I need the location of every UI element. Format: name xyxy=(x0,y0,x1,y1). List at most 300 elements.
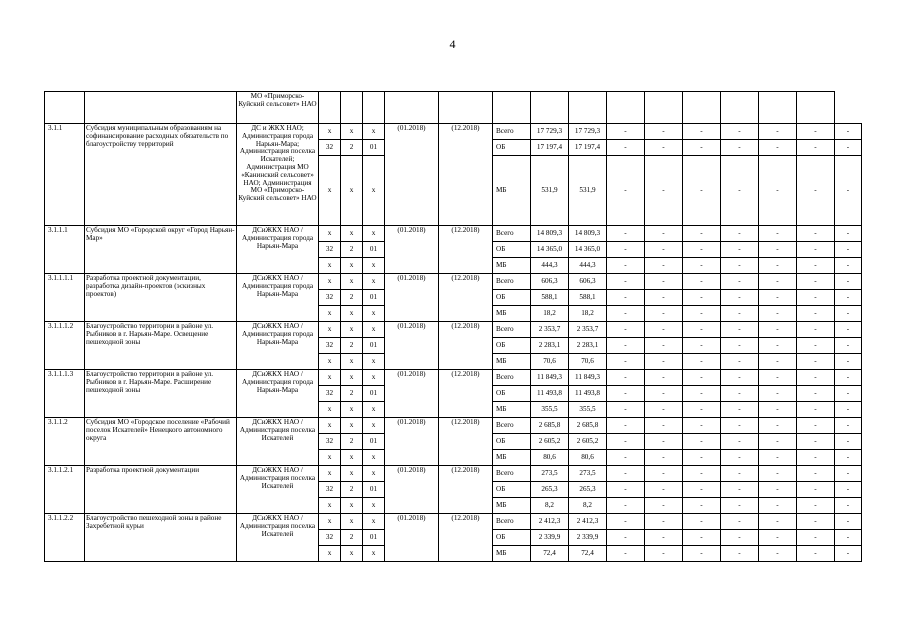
code-cell: 2 xyxy=(341,242,363,258)
empty-year-value: - xyxy=(835,386,862,402)
empty-year-value: - xyxy=(645,274,683,290)
year-value: 2 605,2 xyxy=(569,434,607,450)
empty-year-value: - xyxy=(759,530,797,546)
empty-year-value: - xyxy=(683,156,721,226)
row-org: ДС и ЖКХ НАО; Администрация города Нарьян-Мара; Администрация поселка Искателей; Администрация МО «Канинский сельсовет» НАО; Администрация МО «Приморско-Куйский сельсовет» НАО xyxy=(237,124,319,226)
total-value: 72,4 xyxy=(531,546,569,562)
code-cell: х xyxy=(363,226,385,242)
empty-year-value: - xyxy=(797,156,835,226)
empty-year-value: - xyxy=(645,514,683,530)
row-code: 3.1.1.2 xyxy=(45,418,85,466)
empty-year-value: - xyxy=(759,258,797,274)
empty-year-value: - xyxy=(797,226,835,242)
empty-year-value: - xyxy=(797,338,835,354)
empty-year-value: - xyxy=(683,258,721,274)
code-cell: 01 xyxy=(363,530,385,546)
total-value: 17 197,4 xyxy=(531,140,569,156)
code-cell: х xyxy=(341,450,363,466)
code-cell: х xyxy=(341,354,363,370)
year-value: 8,2 xyxy=(569,498,607,514)
total-value: 2 685,8 xyxy=(531,418,569,434)
empty-year-value: - xyxy=(835,290,862,306)
year-value: 14 809,3 xyxy=(569,226,607,242)
year-value: 265,3 xyxy=(569,482,607,498)
table-row xyxy=(45,274,862,290)
empty-year-value: - xyxy=(645,498,683,514)
empty-year-value: - xyxy=(759,418,797,434)
code-cell: 32 xyxy=(319,290,341,306)
code-cell: х xyxy=(363,402,385,418)
empty-year-value: - xyxy=(721,514,759,530)
year-value: 14 365,0 xyxy=(569,242,607,258)
total-value: 265,3 xyxy=(531,482,569,498)
empty-year-value: - xyxy=(607,274,645,290)
empty-year-value: - xyxy=(607,354,645,370)
code-cell: 32 xyxy=(319,386,341,402)
empty-year-value: - xyxy=(835,306,862,322)
funding-source: Всего xyxy=(493,466,531,482)
table-row-top xyxy=(45,92,862,124)
empty-year-value: - xyxy=(797,124,835,140)
empty-year-value: - xyxy=(683,274,721,290)
empty-year-value: - xyxy=(759,450,797,466)
empty-year-value: - xyxy=(645,354,683,370)
empty-year-value: - xyxy=(607,514,645,530)
funding-source: Всего xyxy=(493,274,531,290)
empty-year-value: - xyxy=(645,290,683,306)
empty-year-value: - xyxy=(607,498,645,514)
code-cell: х xyxy=(319,274,341,290)
empty-year-value: - xyxy=(835,226,862,242)
funding-source: ОБ xyxy=(493,386,531,402)
funding-source: Всего xyxy=(493,124,531,140)
empty-year-value: - xyxy=(607,418,645,434)
empty-year-value: - xyxy=(607,370,645,386)
row-org: ДСиЖКХ НАО / Администрация поселка Искателей xyxy=(237,514,319,562)
funding-source: Всего xyxy=(493,322,531,338)
empty-year-value: - xyxy=(835,354,862,370)
org-cell: МО «Приморско-Куйский сельсовет» НАО xyxy=(237,92,319,124)
code-cell: х xyxy=(341,226,363,242)
row-name: Благоустройство территории в районе ул. Рыбников в г. Нарьян-Маре. Расширение пешеходной зоны xyxy=(85,370,237,418)
code-cell: 2 xyxy=(341,290,363,306)
end-date: (12.2018) xyxy=(439,466,493,514)
code-cell: х xyxy=(363,466,385,482)
empty-year-value: - xyxy=(797,306,835,322)
start-date: (01.2018) xyxy=(385,370,439,418)
code-cell: х xyxy=(319,466,341,482)
empty-year-value: - xyxy=(683,402,721,418)
empty-year-value: - xyxy=(607,258,645,274)
empty-year-value: - xyxy=(759,290,797,306)
empty-year-value: - xyxy=(683,338,721,354)
row-org: ДСиЖКХ НАО / Администрация поселка Искателей xyxy=(237,418,319,466)
empty-year-value: - xyxy=(835,434,862,450)
empty-year-value: - xyxy=(607,466,645,482)
code-cell: х xyxy=(319,354,341,370)
page-number: 4 xyxy=(449,37,456,51)
empty-year-value: - xyxy=(607,546,645,562)
empty-year-value: - xyxy=(759,306,797,322)
empty-year-value: - xyxy=(721,156,759,226)
row-name: Субсидия муниципальным образованиям на софинансирование расходных обязательств по благоустройству территорий xyxy=(85,124,237,226)
funding-source: Всего xyxy=(493,514,531,530)
empty-year-value: - xyxy=(645,322,683,338)
empty-year-value: - xyxy=(645,338,683,354)
funding-source: Всего xyxy=(493,418,531,434)
year-value: 2 339,9 xyxy=(569,530,607,546)
row-org: ДСиЖКХ НАО / Администрация города Нарьян-Мара xyxy=(237,274,319,322)
total-value: 531,9 xyxy=(531,156,569,226)
year-value: 11 849,3 xyxy=(569,370,607,386)
code-cell: х xyxy=(341,258,363,274)
code-cell: х xyxy=(319,546,341,562)
empty-year-value: - xyxy=(721,274,759,290)
code-cell: 01 xyxy=(363,386,385,402)
year-value: 273,5 xyxy=(569,466,607,482)
table-row xyxy=(45,322,862,338)
row-org: ДСиЖКХ НАО / Администрация города Нарьян-Мара xyxy=(237,370,319,418)
total-value: 70,6 xyxy=(531,354,569,370)
empty-year-value: - xyxy=(683,418,721,434)
funding-source: Всего xyxy=(493,370,531,386)
code-cell: 2 xyxy=(341,530,363,546)
code-cell: х xyxy=(363,306,385,322)
code-cell: х xyxy=(319,402,341,418)
funding-source: ОБ xyxy=(493,290,531,306)
code-cell: х xyxy=(341,370,363,386)
empty-year-value: - xyxy=(721,354,759,370)
total-value: 444,3 xyxy=(531,258,569,274)
year-value: 72,4 xyxy=(569,546,607,562)
empty-year-value: - xyxy=(835,546,862,562)
year-value: 2 412,3 xyxy=(569,514,607,530)
code-cell: х xyxy=(341,498,363,514)
total-value: 273,5 xyxy=(531,466,569,482)
code-cell: 32 xyxy=(319,530,341,546)
empty-year-value: - xyxy=(645,402,683,418)
row-name: Благоустройство территории в районе ул. Рыбников в г. Нарьян-Маре. Освещение пешеходной зоны xyxy=(85,322,237,370)
empty-year-value: - xyxy=(759,156,797,226)
funding-source: МБ xyxy=(493,402,531,418)
end-date: (12.2018) xyxy=(439,226,493,274)
code-cell: 2 xyxy=(341,386,363,402)
code-cell: х xyxy=(363,514,385,530)
row-name: Благоустройство пешеходной зоны в районе Захребетной курьи xyxy=(85,514,237,562)
funding-source: ОБ xyxy=(493,338,531,354)
empty-year-value: - xyxy=(721,546,759,562)
total-value: 17 729,3 xyxy=(531,124,569,140)
total-value: 606,3 xyxy=(531,274,569,290)
empty-year-value: - xyxy=(759,322,797,338)
empty-year-value: - xyxy=(835,370,862,386)
total-value: 8,2 xyxy=(531,498,569,514)
code-cell: х xyxy=(363,498,385,514)
empty-year-value: - xyxy=(645,466,683,482)
code-cell: 32 xyxy=(319,434,341,450)
empty-year-value: - xyxy=(759,370,797,386)
code-cell: х xyxy=(341,418,363,434)
code-cell: 32 xyxy=(319,482,341,498)
code-cell: х xyxy=(341,322,363,338)
empty-year-value: - xyxy=(759,354,797,370)
empty-year-value: - xyxy=(683,226,721,242)
year-value: 588,1 xyxy=(569,290,607,306)
code-cell: х xyxy=(319,498,341,514)
empty-year-value: - xyxy=(607,322,645,338)
total-value: 11 493,8 xyxy=(531,386,569,402)
code-cell: х xyxy=(363,450,385,466)
empty-year-value: - xyxy=(797,370,835,386)
year-value: 531,9 xyxy=(569,156,607,226)
empty-year-value: - xyxy=(683,450,721,466)
code-cell: х xyxy=(341,274,363,290)
empty-year-value: - xyxy=(683,386,721,402)
code-cell: х xyxy=(363,258,385,274)
empty-year-value: - xyxy=(607,306,645,322)
code-cell: х xyxy=(319,258,341,274)
empty-year-value: - xyxy=(835,258,862,274)
total-value: 2 339,9 xyxy=(531,530,569,546)
empty-year-value: - xyxy=(835,140,862,156)
empty-year-value: - xyxy=(759,402,797,418)
funding-source: ОБ xyxy=(493,140,531,156)
empty-year-value: - xyxy=(645,418,683,434)
empty-year-value: - xyxy=(607,124,645,140)
empty-year-value: - xyxy=(797,418,835,434)
empty-year-value: - xyxy=(835,466,862,482)
empty-year-value: - xyxy=(683,434,721,450)
funding-source: МБ xyxy=(493,498,531,514)
funding-source: МБ xyxy=(493,546,531,562)
empty-year-value: - xyxy=(797,258,835,274)
empty-year-value: - xyxy=(797,546,835,562)
code-cell: х xyxy=(319,514,341,530)
code-cell: х xyxy=(319,370,341,386)
year-value: 2 685,8 xyxy=(569,418,607,434)
empty-year-value: - xyxy=(797,530,835,546)
empty-year-value: - xyxy=(759,242,797,258)
code-cell: 2 xyxy=(341,434,363,450)
empty-year-value: - xyxy=(607,482,645,498)
code-cell: 32 xyxy=(319,140,341,156)
empty-year-value: - xyxy=(721,386,759,402)
code-cell: х xyxy=(363,354,385,370)
empty-year-value: - xyxy=(835,450,862,466)
empty-year-value: - xyxy=(721,290,759,306)
end-date: (12.2018) xyxy=(439,124,493,226)
empty-year-value: - xyxy=(721,338,759,354)
empty-year-value: - xyxy=(721,498,759,514)
code-cell: х xyxy=(341,466,363,482)
code-cell: х xyxy=(319,226,341,242)
row-org: ДСиЖКХ НАО / Администрация города Нарьян-Мара xyxy=(237,322,319,370)
total-value: 588,1 xyxy=(531,290,569,306)
empty-year-value: - xyxy=(721,530,759,546)
end-date: (12.2018) xyxy=(439,418,493,466)
code-cell: х xyxy=(341,156,363,226)
empty-year-value: - xyxy=(835,242,862,258)
empty-year-value: - xyxy=(683,498,721,514)
start-date: (01.2018) xyxy=(385,418,439,466)
empty-year-value: - xyxy=(721,434,759,450)
empty-year-value: - xyxy=(759,482,797,498)
empty-year-value: - xyxy=(797,322,835,338)
code-cell: х xyxy=(363,124,385,140)
start-date: (01.2018) xyxy=(385,124,439,226)
empty-year-value: - xyxy=(607,450,645,466)
empty-year-value: - xyxy=(797,386,835,402)
empty-year-value: - xyxy=(683,140,721,156)
end-date: (12.2018) xyxy=(439,514,493,562)
empty-year-value: - xyxy=(645,386,683,402)
empty-year-value: - xyxy=(645,258,683,274)
code-cell: 2 xyxy=(341,482,363,498)
code-cell: 01 xyxy=(363,290,385,306)
code-cell: х xyxy=(363,546,385,562)
empty-year-value: - xyxy=(721,402,759,418)
start-date: (01.2018) xyxy=(385,514,439,562)
empty-year-value: - xyxy=(797,498,835,514)
year-value: 80,6 xyxy=(569,450,607,466)
empty-year-value: - xyxy=(645,156,683,226)
empty-year-value: - xyxy=(835,418,862,434)
row-name: Субсидия МО «Городское поселение «Рабочий поселок Искателей» Ненецкого автономного округа xyxy=(85,418,237,466)
code-cell: 32 xyxy=(319,338,341,354)
table-row xyxy=(45,418,862,434)
total-value: 355,5 xyxy=(531,402,569,418)
code-cell: х xyxy=(319,306,341,322)
code-cell: х xyxy=(319,450,341,466)
code-cell: х xyxy=(341,402,363,418)
budget-table xyxy=(44,91,862,562)
row-code: 3.1.1.2.2 xyxy=(45,514,85,562)
empty-year-value: - xyxy=(683,482,721,498)
table-row xyxy=(45,466,862,482)
empty-year-value: - xyxy=(759,434,797,450)
total-value: 2 605,2 xyxy=(531,434,569,450)
year-value: 2 283,1 xyxy=(569,338,607,354)
funding-source: ОБ xyxy=(493,434,531,450)
empty-year-value: - xyxy=(645,242,683,258)
empty-year-value: - xyxy=(645,450,683,466)
code-cell: х xyxy=(363,418,385,434)
start-date: (01.2018) xyxy=(385,322,439,370)
empty-year-value: - xyxy=(721,306,759,322)
funding-source: ОБ xyxy=(493,482,531,498)
empty-year-value: - xyxy=(607,226,645,242)
funding-source: МБ xyxy=(493,306,531,322)
funding-source: ОБ xyxy=(493,242,531,258)
empty-year-value: - xyxy=(797,450,835,466)
funding-source: Всего xyxy=(493,226,531,242)
empty-year-value: - xyxy=(607,140,645,156)
empty-year-value: - xyxy=(683,290,721,306)
total-value: 14 809,3 xyxy=(531,226,569,242)
empty-year-value: - xyxy=(759,498,797,514)
row-name: Разработка проектной документации xyxy=(85,466,237,514)
funding-source: МБ xyxy=(493,450,531,466)
empty-year-value: - xyxy=(721,466,759,482)
empty-year-value: - xyxy=(835,156,862,226)
code-cell: х xyxy=(363,322,385,338)
year-value: 2 353,7 xyxy=(569,322,607,338)
end-date: (12.2018) xyxy=(439,322,493,370)
row-code: 3.1.1.1.2 xyxy=(45,322,85,370)
empty-year-value: - xyxy=(645,124,683,140)
code-cell: х xyxy=(319,418,341,434)
table-row xyxy=(45,226,862,242)
empty-year-value: - xyxy=(721,140,759,156)
empty-year-value: - xyxy=(797,402,835,418)
funding-source: МБ xyxy=(493,258,531,274)
year-value: 444,3 xyxy=(569,258,607,274)
table-row xyxy=(45,514,862,530)
empty-year-value: - xyxy=(721,124,759,140)
empty-year-value: - xyxy=(759,140,797,156)
empty-year-value: - xyxy=(683,306,721,322)
end-date: (12.2018) xyxy=(439,370,493,418)
empty-year-value: - xyxy=(759,546,797,562)
empty-year-value: - xyxy=(835,322,862,338)
empty-year-value: - xyxy=(683,354,721,370)
year-value: 606,3 xyxy=(569,274,607,290)
empty-year-value: - xyxy=(645,482,683,498)
year-value: 17 729,3 xyxy=(569,124,607,140)
empty-year-value: - xyxy=(797,514,835,530)
total-value: 11 849,3 xyxy=(531,370,569,386)
start-date: (01.2018) xyxy=(385,226,439,274)
empty-year-value: - xyxy=(797,274,835,290)
code-cell: 2 xyxy=(341,140,363,156)
empty-year-value: - xyxy=(759,466,797,482)
code-cell: х xyxy=(341,124,363,140)
empty-year-value: - xyxy=(759,514,797,530)
empty-year-value: - xyxy=(835,530,862,546)
empty-year-value: - xyxy=(645,530,683,546)
code-cell: 01 xyxy=(363,140,385,156)
code-cell: х xyxy=(319,322,341,338)
empty-year-value: - xyxy=(835,274,862,290)
empty-year-value: - xyxy=(645,434,683,450)
empty-year-value: - xyxy=(797,482,835,498)
empty-year-value: - xyxy=(607,290,645,306)
code-cell: х xyxy=(319,156,341,226)
empty-year-value: - xyxy=(683,322,721,338)
empty-year-value: - xyxy=(645,306,683,322)
empty-year-value: - xyxy=(797,354,835,370)
row-code: 3.1.1.1.3 xyxy=(45,370,85,418)
row-org: ДСиЖКХ НАО / Администрация поселка Искателей xyxy=(237,466,319,514)
funding-source: ОБ xyxy=(493,530,531,546)
empty-year-value: - xyxy=(683,124,721,140)
code-cell: х xyxy=(363,156,385,226)
code-cell: х xyxy=(319,124,341,140)
row-org: ДСиЖКХ НАО / Администрация города Нарьян-Мара xyxy=(237,226,319,274)
total-value: 14 365,0 xyxy=(531,242,569,258)
empty-year-value: - xyxy=(721,258,759,274)
row-name: Субсидия МО «Городской округ «Город Нарьян-Мар» xyxy=(85,226,237,274)
code-cell: 01 xyxy=(363,482,385,498)
empty-year-value: - xyxy=(835,482,862,498)
empty-year-value: - xyxy=(645,226,683,242)
row-code: 3.1.1 xyxy=(45,124,85,226)
start-date: (01.2018) xyxy=(385,274,439,322)
year-value: 18,2 xyxy=(569,306,607,322)
empty-year-value: - xyxy=(607,242,645,258)
code-cell: х xyxy=(341,306,363,322)
empty-year-value: - xyxy=(835,498,862,514)
